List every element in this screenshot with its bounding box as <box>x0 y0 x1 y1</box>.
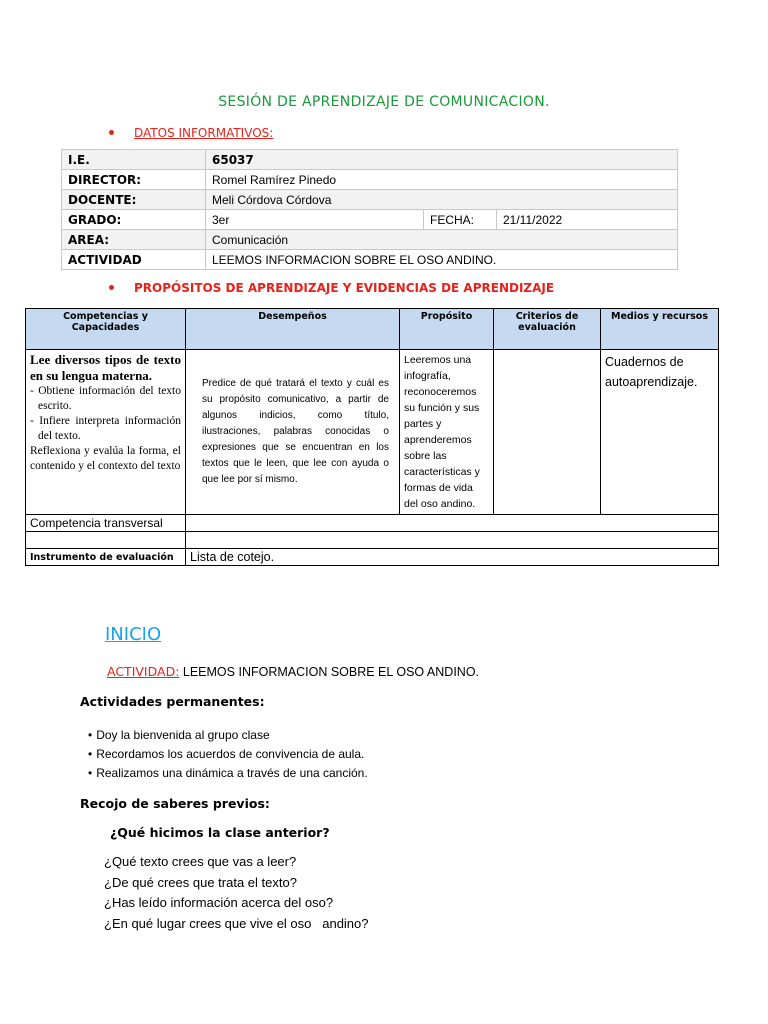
propositos-heading-row <box>109 281 554 295</box>
propositos-table <box>25 308 719 566</box>
permanentes-heading: Actividades permanentes: <box>80 694 265 709</box>
instrumento-label: Instrumento de evaluación <box>26 549 186 566</box>
actividad-label: ACTIVIDAD <box>62 250 206 270</box>
area-label: AREA: <box>62 230 206 250</box>
grado-label: GRADO: <box>62 210 206 230</box>
capacidad-item: Reflexiona y evalúa la forma, el contenido y el contexto del texto <box>30 445 181 472</box>
pregunta-item: ¿De qué crees que trata el texto? <box>104 874 297 890</box>
table-row <box>26 350 719 515</box>
transversal-label: Competencia transversal <box>26 515 186 532</box>
director-label: DIRECTOR: <box>62 170 206 190</box>
clase-anterior-question: ¿Qué hicimos la clase anterior? <box>110 825 330 840</box>
propositos-heading: PROPÓSITOS DE APRENDIZAJE Y EVIDENCIAS DE APRENDIZAJE <box>134 281 555 295</box>
criterios-cell <box>494 350 601 515</box>
instrumento-value: Lista de cotejo. <box>186 549 719 566</box>
datos-heading-row <box>109 126 273 140</box>
competencia-cell <box>26 350 186 515</box>
recojo-heading: Recojo de saberes previos: <box>80 796 270 811</box>
inicio-heading: INICIO <box>105 624 162 645</box>
transversal-value <box>186 515 719 532</box>
director-value: Romel Ramírez Pinedo <box>206 170 678 190</box>
docente-value: Meli Córdova Córdova <box>206 190 678 210</box>
permanentes-list <box>88 726 368 783</box>
capacidad-item: - Infiere interpreta información del texto. <box>30 415 181 442</box>
grado-value: 3er <box>206 210 424 230</box>
bullet-icon <box>109 285 114 290</box>
fecha-label: FECHA: <box>424 210 497 230</box>
empty-cell <box>186 532 719 549</box>
header-medios: Medios y recursos <box>601 309 719 350</box>
area-value: Comunicación <box>206 230 678 250</box>
ie-value: 65037 <box>206 150 678 170</box>
preguntas-list <box>104 852 369 934</box>
empty-cell <box>26 532 186 549</box>
table-row <box>26 532 719 549</box>
proposito-cell: Leeremos una infografía, reconoceremos su función y sus partes y aprenderemos sobre las características y formas de vida del oso andino. <box>400 350 494 515</box>
desempeno-cell: Predice de qué tratará el texto y cuál es su propósito comunicativo, a partir de algunos indicios, como título, ilustraciones, palabras conocidas o expresiones que se encuentran en los textos que le leen, que lee con ayuda o que lee por sí mismo. <box>186 350 400 515</box>
list-item: • Doy la bienvenida al grupo clase <box>88 726 368 745</box>
capacidad-item: - Obtiene información del texto escrito. <box>30 385 181 412</box>
table-row <box>62 250 678 270</box>
table-row <box>62 230 678 250</box>
inicio-actividad <box>107 664 479 679</box>
table-row <box>62 190 678 210</box>
bullet-icon <box>109 130 114 135</box>
table-header-row <box>26 309 719 350</box>
actividad-value: LEEMOS INFORMACION SOBRE EL OSO ANDINO. <box>206 250 678 270</box>
table-row <box>26 549 719 566</box>
medios-cell: Cuadernos de autoaprendizaje. <box>601 350 719 515</box>
page-title: SESIÓN DE APRENDIZAJE DE COMUNICACION. <box>218 94 550 110</box>
header-desempenos: Desempeños <box>186 309 400 350</box>
list-item: • Recordamos los acuerdos de convivencia de aula. <box>88 745 368 764</box>
docente-label: DOCENTE: <box>62 190 206 210</box>
pregunta-item: ¿En qué lugar crees que vive el oso andino? <box>104 915 369 931</box>
inicio-actividad-label: ACTIVIDAD: <box>107 664 180 679</box>
header-criterios: Criterios de evaluación <box>494 309 601 350</box>
pregunta-item: ¿Qué texto crees que vas a leer? <box>104 854 297 869</box>
table-row <box>62 170 678 190</box>
ie-label: I.E. <box>62 150 206 170</box>
datos-heading: DATOS INFORMATIVOS: <box>134 126 274 140</box>
table-row <box>62 150 678 170</box>
competencia-text: Lee diversos tipos de texto en su lengua materna. <box>30 352 181 383</box>
pregunta-item: ¿Has leído información acerca del oso? <box>104 895 334 910</box>
list-item: • Realizamos una dinámica a través de una canción. <box>88 764 368 783</box>
datos-table <box>61 149 678 270</box>
fecha-value: 21/11/2022 <box>497 210 678 230</box>
header-competencias: Competencias y Capacidades <box>26 309 186 350</box>
header-proposito: Propósito <box>400 309 494 350</box>
table-row <box>26 515 719 532</box>
inicio-actividad-text: LEEMOS INFORMACION SOBRE EL OSO ANDINO. <box>179 665 480 679</box>
table-row <box>62 210 678 230</box>
